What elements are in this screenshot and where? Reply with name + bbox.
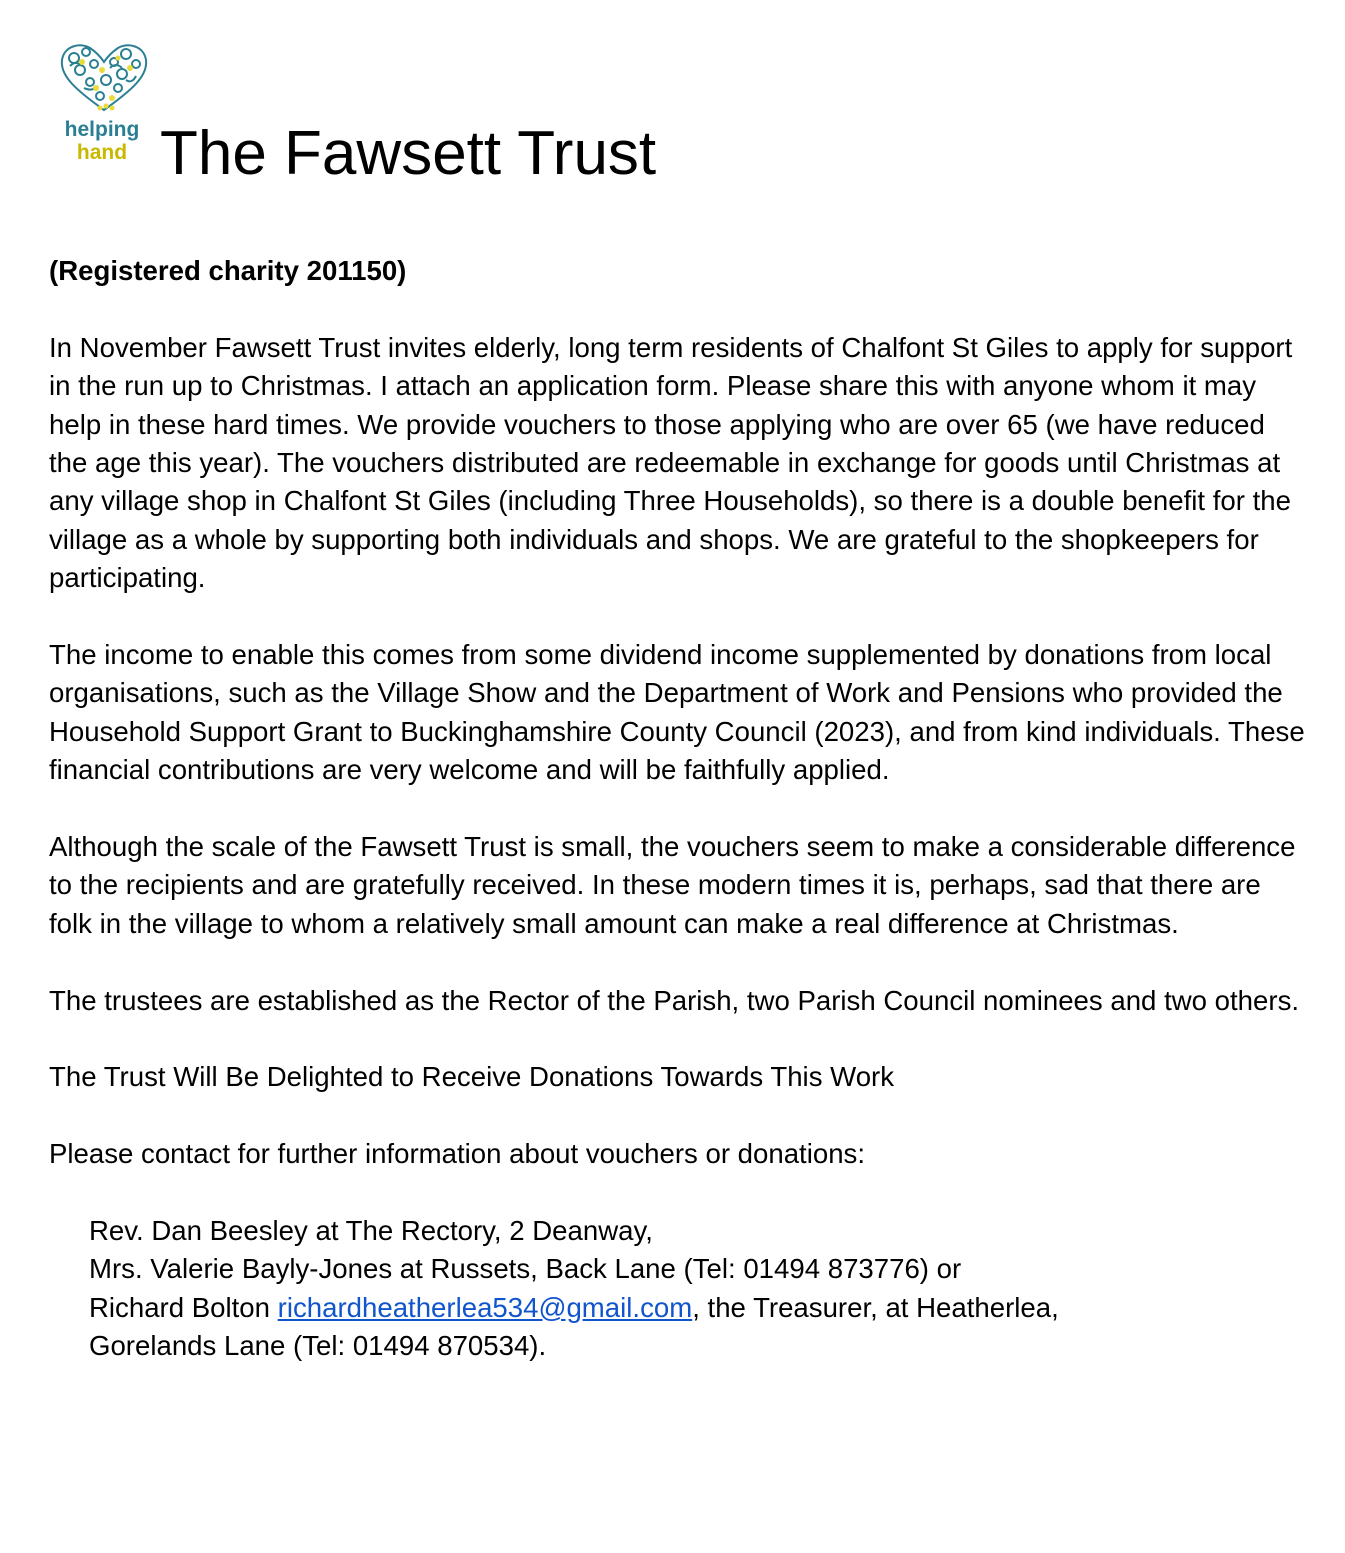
contact-treasurer-address: Gorelands Lane (Tel: 01494 870534).	[89, 1330, 547, 1362]
paragraph-income: The income to enable this comes from some dividend income supplemented by donations from local organisations, such as the Village Show and the Department of Work and Pensions who provided the Household Support Grant to Buckinghamshire County Council (2023), and from kind individuals. These financial contributions are very welcome and will be faithfully applied.	[49, 639, 1305, 786]
paragraph-donations: The Trust Will Be Delighted to Receive Donations Towards This Work	[49, 1061, 895, 1093]
contact-rector: Rev. Dan Beesley at The Rectory, 2 Deanway,	[89, 1215, 653, 1247]
paragraph-impact: Although the scale of the Fawsett Trust is small, the vouchers seem to make a considerable difference to the recipients and are gratefully received. In these modern times it is, perhaps, sad that there are folk in the village to whom a relatively small amount can make a real difference at Christmas.	[49, 831, 1296, 939]
contact-list	[49, 1212, 1309, 1366]
paragraph-contact-intro: Please contact for further information about vouchers or donations:	[49, 1138, 866, 1170]
logo-wordmark	[52, 118, 152, 164]
contact-treasurer	[89, 1289, 1309, 1327]
treasurer-email-link[interactable]: richardheatherlea534@gmail.com	[277, 1291, 693, 1323]
helping-hand-logo	[52, 40, 156, 175]
page-title: The Fawsett Trust	[160, 119, 657, 188]
heart-icon	[56, 40, 152, 116]
logo-text-hand: hand	[76, 141, 128, 164]
contact-treasurer-name: Richard Bolton	[89, 1291, 278, 1323]
contact-treasurer-role: , the Treasurer, at Heatherlea,	[692, 1291, 1059, 1323]
document-body	[49, 252, 1309, 1366]
registration-number: (Registered charity 201150)	[49, 255, 407, 286]
paragraph-trustees: The trustees are established as the Rector of the Parish, two Parish Council nominees and two others.	[49, 984, 1300, 1016]
contact-bayly-jones: Mrs. Valerie Bayly-Jones at Russets, Back Lane (Tel: 01494 873776) or	[89, 1253, 962, 1285]
paragraph-intro: In November Fawsett Trust invites elderly, long term residents of Chalfont St Giles to apply for support in the run up to Christmas. I attach an application form. Please share this with anyone whom it may help in these hard times. We provide vouchers to those applying who are over 65 (we have reduced the age this year). The vouchers distributed are redeemable in exchange for goods until Christmas at any village shop in Chalfont St Giles (including Three Households), so there is a double benefit for the village as a whole by supporting both individuals and shops. We are grateful to the shopkeepers for participating.	[49, 331, 1293, 594]
logo-text-helping: helping	[64, 118, 140, 141]
